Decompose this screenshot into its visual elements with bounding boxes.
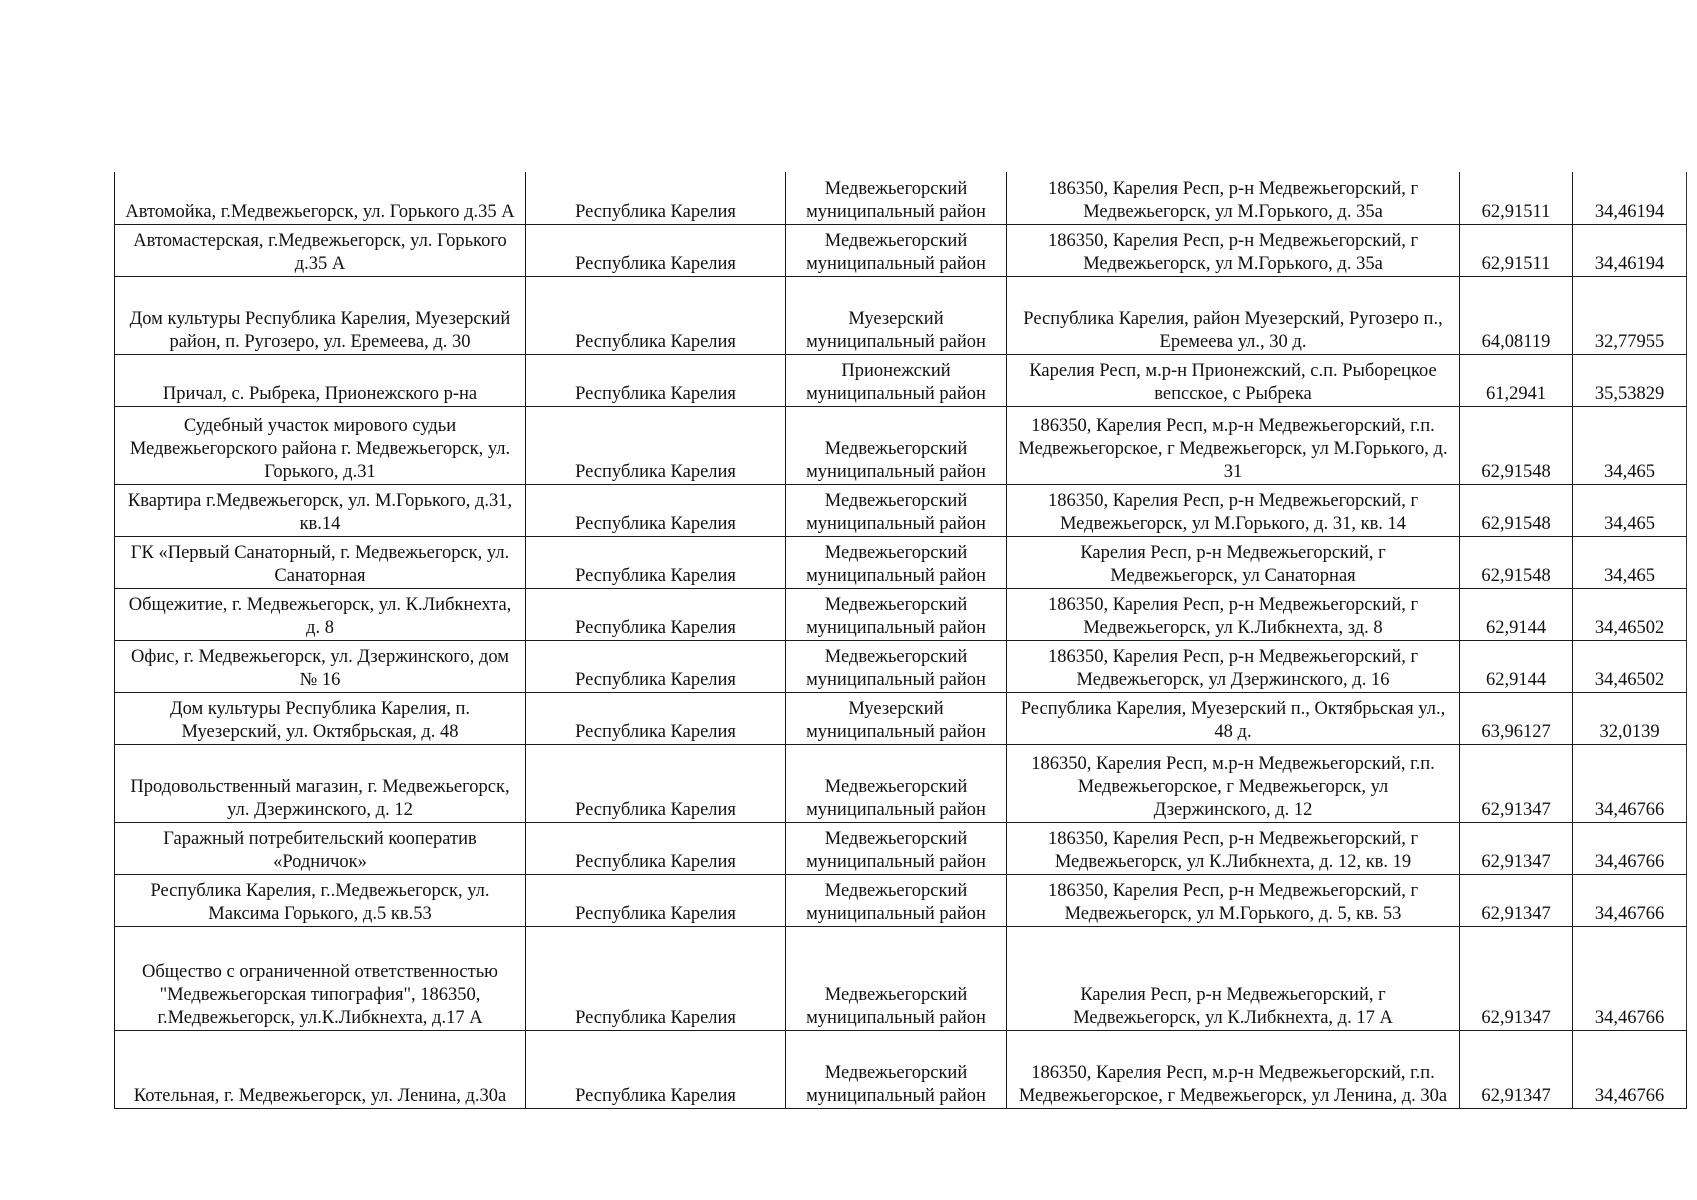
district-cell: Медвежьегорский муниципальный район	[786, 822, 1007, 874]
object-name-cell: Гаражный потребительский кооператив «Родничок»	[115, 822, 526, 874]
longitude-cell: 34,465	[1573, 536, 1687, 588]
region-cell: Республика Карелия	[526, 640, 786, 692]
object-name-cell: Продовольственный магазин, г. Медвежьегорск, ул. Дзержинского, д. 12	[115, 744, 526, 822]
latitude-cell: 62,91548	[1460, 406, 1573, 484]
table-row	[115, 744, 1687, 822]
longitude-cell: 34,46766	[1573, 874, 1687, 926]
district-cell: Медвежьегорский муниципальный район	[786, 536, 1007, 588]
district-cell: Медвежьегорский муниципальный район	[786, 874, 1007, 926]
region-cell: Республика Карелия	[526, 1030, 786, 1108]
latitude-cell: 62,9144	[1460, 588, 1573, 640]
region-cell: Республика Карелия	[526, 926, 786, 1030]
latitude-cell: 64,08119	[1460, 276, 1573, 354]
longitude-cell: 34,46194	[1573, 172, 1687, 224]
table-row	[115, 276, 1687, 354]
address-cell: 186350, Карелия Респ, м.р-н Медвежьегорский, г.п. Медвежьегорское, г Медвежьегорск, ул Ленина, д. 30а	[1007, 1030, 1460, 1108]
longitude-cell: 34,46766	[1573, 1030, 1687, 1108]
address-cell: 186350, Карелия Респ, р-н Медвежьегорский, г Медвежьегорск, ул М.Горького, д. 35а	[1007, 224, 1460, 276]
object-name-cell: Офис, г. Медвежьегорск, ул. Дзержинского, дом № 16	[115, 640, 526, 692]
district-cell: Медвежьегорский муниципальный район	[786, 926, 1007, 1030]
region-cell: Республика Карелия	[526, 406, 786, 484]
district-cell: Муезерский муниципальный район	[786, 276, 1007, 354]
region-cell: Республика Карелия	[526, 172, 786, 224]
longitude-cell: 35,53829	[1573, 354, 1687, 406]
region-cell: Республика Карелия	[526, 822, 786, 874]
latitude-cell: 62,91511	[1460, 172, 1573, 224]
district-cell: Медвежьегорский муниципальный район	[786, 406, 1007, 484]
address-cell: Республика Карелия, Муезерский п., Октябрьская ул., 48 д.	[1007, 692, 1460, 744]
object-name-cell: Общество с ограниченной ответственностью "Медвежьегорская типография", 186350, г.Медвежьегорск, ул.К.Либкнехта, д.17 А	[115, 926, 526, 1030]
district-cell: Медвежьегорский муниципальный район	[786, 484, 1007, 536]
region-cell: Республика Карелия	[526, 588, 786, 640]
district-cell: Прионежский муниципальный район	[786, 354, 1007, 406]
latitude-cell: 62,91347	[1460, 822, 1573, 874]
table-row	[115, 926, 1687, 1030]
longitude-cell: 34,46766	[1573, 926, 1687, 1030]
object-name-cell: Причал, с. Рыбрека, Прионежского р-на	[115, 354, 526, 406]
latitude-cell: 62,91548	[1460, 484, 1573, 536]
object-name-cell: Республика Карелия, г..Медвежьегорск, ул. Максима Горького, д.5 кв.53	[115, 874, 526, 926]
address-cell: 186350, Карелия Респ, р-н Медвежьегорский, г Медвежьегорск, ул М.Горького, д. 31, кв. 14	[1007, 484, 1460, 536]
longitude-cell: 34,46194	[1573, 224, 1687, 276]
latitude-cell: 62,91347	[1460, 874, 1573, 926]
address-cell: Республика Карелия, район Муезерский, Ругозеро п., Еремеева ул., 30 д.	[1007, 276, 1460, 354]
table-row	[115, 640, 1687, 692]
region-cell: Республика Карелия	[526, 276, 786, 354]
table-row	[115, 692, 1687, 744]
address-cell: 186350, Карелия Респ, р-н Медвежьегорский, г Медвежьегорск, ул К.Либкнехта, д. 12, кв. 19	[1007, 822, 1460, 874]
district-cell: Медвежьегорский муниципальный район	[786, 640, 1007, 692]
address-cell: 186350, Карелия Респ, м.р-н Медвежьегорский, г.п. Медвежьегорское, г Медвежьегорск, ул Дзержинского, д. 12	[1007, 744, 1460, 822]
object-name-cell: Квартира г.Медвежьегорск, ул. М.Горького, д.31, кв.14	[115, 484, 526, 536]
table-row	[115, 1030, 1687, 1108]
latitude-cell: 63,96127	[1460, 692, 1573, 744]
table-row	[115, 224, 1687, 276]
longitude-cell: 32,77955	[1573, 276, 1687, 354]
object-name-cell: Котельная, г. Медвежьегорск, ул. Ленина, д.30а	[115, 1030, 526, 1108]
address-cell: 186350, Карелия Респ, р-н Медвежьегорский, г Медвежьегорск, ул К.Либкнехта, зд. 8	[1007, 588, 1460, 640]
district-cell: Медвежьегорский муниципальный район	[786, 224, 1007, 276]
district-cell: Муезерский муниципальный район	[786, 692, 1007, 744]
district-cell: Медвежьегорский муниципальный район	[786, 1030, 1007, 1108]
object-name-cell: Автомастерская, г.Медвежьегорск, ул. Горького д.35 А	[115, 224, 526, 276]
table-row	[115, 874, 1687, 926]
table-row	[115, 484, 1687, 536]
address-cell: Карелия Респ, р-н Медвежьегорский, г Медвежьегорск, ул Санаторная	[1007, 536, 1460, 588]
longitude-cell: 34,46766	[1573, 822, 1687, 874]
district-cell: Медвежьегорский муниципальный район	[786, 744, 1007, 822]
region-cell: Республика Карелия	[526, 874, 786, 926]
address-cell: Карелия Респ, м.р-н Прионежский, с.п. Рыборецкое вепсское, с Рыбрека	[1007, 354, 1460, 406]
table-row	[115, 354, 1687, 406]
latitude-cell: 62,91347	[1460, 1030, 1573, 1108]
table-row	[115, 172, 1687, 224]
table-row	[115, 406, 1687, 484]
district-cell: Медвежьегорский муниципальный район	[786, 172, 1007, 224]
longitude-cell: 32,0139	[1573, 692, 1687, 744]
address-cell: 186350, Карелия Респ, р-н Медвежьегорский, г Медвежьегорск, ул Дзержинского, д. 16	[1007, 640, 1460, 692]
latitude-cell: 62,91347	[1460, 744, 1573, 822]
address-cell: 186350, Карелия Респ, м.р-н Медвежьегорский, г.п. Медвежьегорское, г Медвежьегорск, ул М.Горького, д. 31	[1007, 406, 1460, 484]
object-name-cell: ГК «Первый Санаторный, г. Медвежьегорск, ул. Санаторная	[115, 536, 526, 588]
address-cell: 186350, Карелия Респ, р-н Медвежьегорский, г Медвежьегорск, ул М.Горького, д. 35а	[1007, 172, 1460, 224]
address-cell: 186350, Карелия Респ, р-н Медвежьегорский, г Медвежьегорск, ул М.Горького, д. 5, кв. 53	[1007, 874, 1460, 926]
latitude-cell: 62,9144	[1460, 640, 1573, 692]
latitude-cell: 62,91347	[1460, 926, 1573, 1030]
region-cell: Республика Карелия	[526, 484, 786, 536]
object-name-cell: Дом культуры Республика Карелия, Муезерский район, п. Ругозеро, ул. Еремеева, д. 30	[115, 276, 526, 354]
longitude-cell: 34,465	[1573, 484, 1687, 536]
table-body	[115, 172, 1687, 1108]
region-cell: Республика Карелия	[526, 744, 786, 822]
table-row	[115, 588, 1687, 640]
table-row	[115, 822, 1687, 874]
region-cell: Республика Карелия	[526, 536, 786, 588]
object-name-cell: Общежитие, г. Медвежьегорск, ул. К.Либкнехта, д. 8	[115, 588, 526, 640]
longitude-cell: 34,46502	[1573, 588, 1687, 640]
object-name-cell: Автомойка, г.Медвежьегорск, ул. Горького д.35 А	[115, 172, 526, 224]
longitude-cell: 34,465	[1573, 406, 1687, 484]
region-cell: Республика Карелия	[526, 224, 786, 276]
objects-table	[114, 172, 1687, 1109]
object-name-cell: Дом культуры Республика Карелия, п. Муезерский, ул. Октябрьская, д. 48	[115, 692, 526, 744]
region-cell: Республика Карелия	[526, 692, 786, 744]
latitude-cell: 62,91511	[1460, 224, 1573, 276]
longitude-cell: 34,46502	[1573, 640, 1687, 692]
table-row	[115, 536, 1687, 588]
latitude-cell: 62,91548	[1460, 536, 1573, 588]
object-name-cell: Судебный участок мирового судьи Медвежьегорского района г. Медвежьегорск, ул. Горького, д.31	[115, 406, 526, 484]
latitude-cell: 61,2941	[1460, 354, 1573, 406]
district-cell: Медвежьегорский муниципальный район	[786, 588, 1007, 640]
address-cell: Карелия Респ, р-н Медвежьегорский, г Медвежьегорск, ул К.Либкнехта, д. 17 А	[1007, 926, 1460, 1030]
region-cell: Республика Карелия	[526, 354, 786, 406]
longitude-cell: 34,46766	[1573, 744, 1687, 822]
